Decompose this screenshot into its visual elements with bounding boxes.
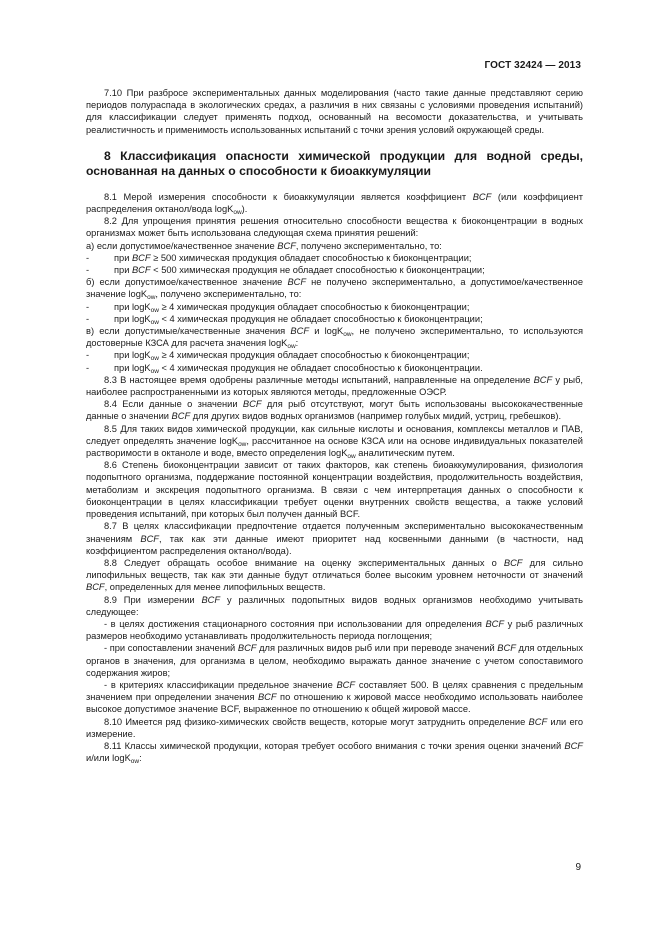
- paragraph-8-9: 8.9 При измерении BCF у различных подопытных видов водных организмов необходимо учитывать следующее:: [86, 594, 583, 617]
- paragraph-8-5: 8.5 Для таких видов химической продукции, как сильные кислоты и основания, комплексы металлов и ПАВ, следует определять значение logK$_{ow}$, рассчитанное на основе КЗСА или на основе индивидуальных показателей растворимости в октаноле и воде, вместо определения logK$_{ow}$ аналитическим путем.: [86, 423, 583, 461]
- list-item: - при logK$_{ow}$ ≥ 4 химическая продукция обладает способностью к биоконцентрации;: [86, 350, 470, 363]
- paragraph-8-2-c: в) если допустимые/качественные значения BCF и logK$_{ow}$, не получено экспериментально, то используются достоверные КЗСА для расчета значения logK$_{ow}$:: [86, 326, 583, 351]
- paragraph-8-2: 8.2 Для упрощения принятия решения относительно способности вещества к биоконцентрации в водных организмах может быть использована следующая схема принятия решений:: [86, 216, 583, 239]
- document-code-header: ГОСТ 32424 — 2013: [484, 60, 581, 71]
- paragraph-8-6: 8.6 Степень биоконцентрации зависит от таких факторов, как степень биоаккумулирования, физиология подопытного организма, поддержание постоянной концентрации воздействия, продолжительность воздействия, метаболизм и экскреция подопытного организма. В связи с чем интерпретация данных о способности к биоконцентрации в целях классификации требует оценки внутренних свойств вещества, а также условий проведения испытаний, при которых был получен данный BCF.: [86, 460, 583, 520]
- list-item: - при BCF ≥ 500 химическая продукция обладает способностью к биоконцентрации;: [86, 252, 472, 263]
- page-number: 9: [575, 862, 581, 873]
- list-item: - при logK$_{ow}$ < 4 химическая продукция не обладает способностью к биоконцентрации.: [86, 362, 483, 375]
- section-8-heading: 8 Классификация опасности химической продукции для водной среды, основанная на данных о способности к биоаккумуляции: [86, 148, 583, 178]
- paragraph-8-2-b: б) если допустимое/качественное значение BCF не получено экспериментально, а допустимое/качественное значение logK$_{ow}$, получено экспериментально, то:: [86, 277, 583, 302]
- list-item: - при BCF < 500 химическая продукция не обладает способностью к биоконцентрации;: [86, 265, 485, 276]
- paragraph-8-7: 8.7 В целях классификации предпочтение отдается полученным экспериментально высококачественным значениям BCF, так как эти данные имеют приоритет над косвенными данными (в частности, над коэффициентом распределения октанол/вода).: [86, 521, 583, 556]
- paragraph-8-1: 8.1 Мерой измерения способности к биоаккумуляции является коэффициент BCF (или коэффициент распределения октанол/вода logK$_{ow}$).: [86, 191, 584, 217]
- list-item: - при logK$_{ow}$ < 4 химическая продукция не обладает способностью к биоконцентрации;: [86, 313, 483, 326]
- paragraph-8-3: 8.3 В настоящее время одобрены различные методы испытаний, направленные на определение BCF у рыб, наиболее распространенными из которых являются методы, предложенные ОЭСР.: [86, 374, 583, 398]
- paragraph-8-9-item: - в целях достижения стационарного состояния при использовании для определения BCF у рыб различных размеров необходимо устанавливать продолжительность периода поглощения;: [86, 618, 584, 642]
- paragraph-8-8: 8.8 Следует обращать особое внимание на оценку экспериментальных данных о BCF для сильно липофильных веществ, так как эти данные будут отличаться более высоким уровнем неточности от значений BCF, определенных для менее липофильных веществ.: [86, 557, 583, 593]
- paragraph-8-9-item: - при сопоставлении значений BCF для различных видов рыб или при переводе значений BCF для отдельных органов в значения, для организма в целом, необходимо выражать данное значение с учетом сопоставимого содержания жиров;: [86, 643, 583, 678]
- page-body: [86, 87, 583, 764]
- paragraph-7-10: 7.10 При разбросе экспериментальных данных моделирования (часто такие данные представляют серию периодов полураспада в экологических средах, а различия в них связаны с условиями проведения испытаний) для классификации следует применять подход, основанный на весомости доказательства, и учитывать реалистичность и применимость использованных испытаний с точки зрения условий окружающей среды.: [86, 88, 583, 135]
- list-item: - при logK$_{ow}$ ≥ 4 химическая продукция обладает способностью к биоконцентрации;: [86, 301, 470, 314]
- paragraph-8-11: 8.11 Классы химической продукции, которая требует особого внимания с точки зрения оценки значений BCF и/или logK$_{ow}$:: [86, 740, 583, 766]
- paragraph-8-9-item: - в критериях классификации предельное значение BCF составляет 500. В целях сравнения с предельным значением при определении значения BCF по отношению к жировой массе необходимо использовать наиболее высокое допустимое значение BCF, выраженное по отношению к общей жировой массе.: [86, 679, 583, 715]
- paragraph-8-2-a: а) если допустимое/качественное значение BCF, получено экспериментально, то:: [86, 240, 442, 251]
- paragraph-8-4: 8.4 Если данные о значении BCF для рыб отсутствуют, могут быть использованы высококачественные данные о значении BCF для других видов водных организмов (например голубых мидий, устриц, гребешков).: [86, 399, 583, 422]
- paragraph-8-10: 8.10 Имеется ряд физико-химических свойств веществ, которые могут затруднить определение BCF или его измерение.: [86, 716, 583, 739]
